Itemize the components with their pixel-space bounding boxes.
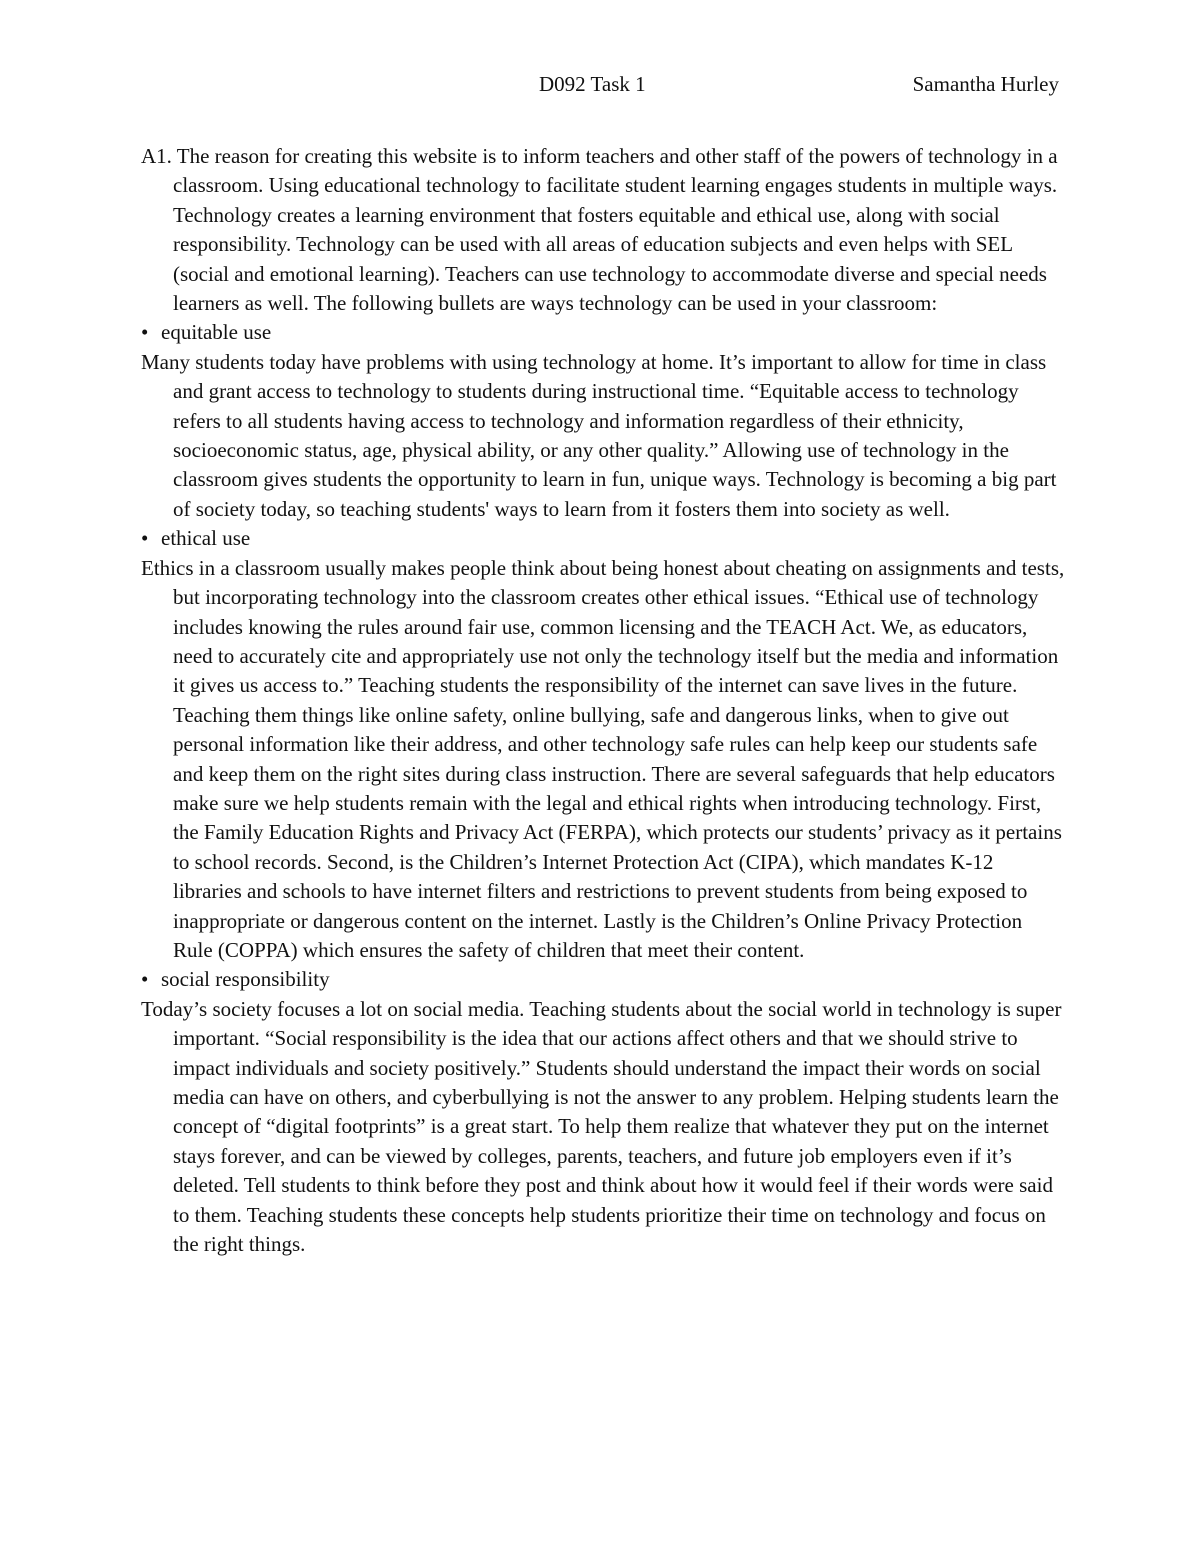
bullet-dot-icon: •: [141, 967, 149, 992]
page-header: [0, 72, 1200, 102]
bullet-item-social-responsibility: [141, 965, 1066, 994]
bullet-label: ethical use: [161, 526, 251, 551]
bullet-label: equitable use: [161, 320, 272, 345]
ethical-use-paragraph: Ethics in a classroom usually makes people think about being honest about cheating on assignments and tests, but incorporating technology into the classroom creates other ethical issues. “Ethical use of technology includes knowing the rules around fair use, common licensing and the TEACH Act. We, as educators, need to accurately cite and appropriately use not only the technology itself but the media and information it gives us access to.” Teaching students the responsibility of the internet can save lives in the future. Teaching them things like online safety, online bullying, safe and dangerous links, when to give out personal information like their address, and other technology safe rules can help keep our students safe and keep them on the right sites during class instruction. There are several safeguards that help educators make sure we help students remain with the legal and ethical rights when introducing technology. First, the Family Education Rights and Privacy Act (FERPA), which protects our students’ privacy as it pertains to school records. Second, is the Children’s Internet Protection Act (CIPA), which mandates K-12 libraries and schools to have internet filters and restrictions to prevent students from being exposed to inappropriate or dangerous content on the internet. Lastly is the Children’s Online Privacy Protection Rule (COPPA) which ensures the safety of children that meet their content.: [141, 555, 1065, 962]
author-name: Samantha Hurley: [912, 72, 1059, 96]
bullet-label: social responsibility: [161, 967, 330, 992]
document-body: [141, 142, 1066, 1259]
document-title: D092 Task 1: [539, 72, 646, 96]
social-responsibility-paragraph: Today’s society focuses a lot on social media. Teaching students about the social world in technology is super important. “Social responsibility is the idea that our actions affect others and that we should strive to impact individuals and society positively.” Students should understand the impact their words on social media can have on others, and cyberbullying is not the answer to any problem. Helping students learn the concept of “digital footprints” is a great start. To help them realize that whatever they put on the internet stays forever, and can be viewed by colleges, parents, teachers, and future job employers even if it’s deleted. Tell students to think before they post and think about how it would feel if their words were said to them. Teaching students these concepts help students prioritize their time on technology and focus on the right things.: [141, 996, 1062, 1257]
bullet-dot-icon: •: [141, 526, 149, 551]
bullet-dot-icon: •: [141, 320, 149, 345]
intro-paragraph: A1. The reason for creating this website is to inform teachers and other staff of the powers of technology in a classroom. Using educational technology to facilitate student learning engages students in multiple ways. Technology creates a learning environment that fosters equitable and ethical use, along with social responsibility. Technology can be used with all areas of education subjects and even helps with SEL (social and emotional learning). Teachers can use technology to accommodate diverse and special needs learners as well. The following bullets are ways technology can be used in your classroom:: [141, 144, 1058, 316]
bullet-item-equitable-use: [141, 318, 1066, 347]
equitable-use-paragraph: Many students today have problems with using technology at home. It’s important to allow for time in class and grant access to technology to students during instructional time. “Equitable access to technology refers to all students having access to technology and information regardless of their ethnicity, socioeconomic status, age, physical ability, or any other quality.” Allowing use of technology in the classroom gives students the opportunity to learn in fun, unique ways. Technology is becoming a big part of society today, so teaching students' ways to learn from it fosters them into society as well.: [141, 349, 1057, 521]
bullet-item-ethical-use: [141, 524, 1066, 553]
